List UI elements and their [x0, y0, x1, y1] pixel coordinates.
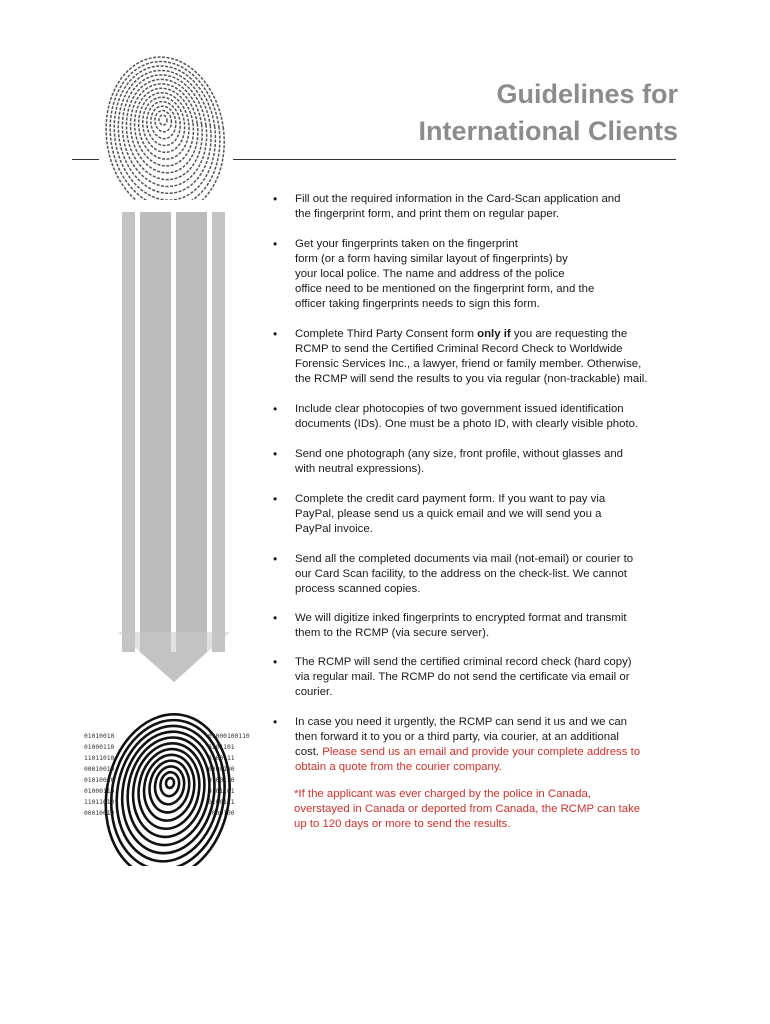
arrow-stripe-2 [140, 212, 171, 652]
binary-text-left: 00010010 [84, 766, 115, 773]
guideline-list [270, 192, 690, 775]
binary-text-left: 11011010 [84, 755, 115, 762]
title-line-2: International Clients [418, 116, 678, 146]
arrow-head [118, 632, 230, 682]
arrow-stripe-3 [176, 212, 207, 652]
binary-text-left: 11011010 [84, 799, 115, 806]
binary-text-right: 0000100 [208, 766, 235, 773]
list-item: • Include clear photocopies of two government issued identification documents (IDs). One must be a photo ID, with clearly visible photo. [270, 402, 690, 432]
binary-text-right: 1000100 [208, 810, 235, 817]
red-footnote: *If the applicant was ever charged by the police in Canada, overstayed in Canada or deported from Canada, the RCMP can take up to 120 days or more to send the results. [294, 788, 641, 830]
binary-text-left: 00010010 [84, 810, 115, 817]
list-item: • Send all the completed documents via mail (not-email) or courier to our Card Scan facility, to the address on the check-list. We cannot process scanned copies. [270, 552, 690, 597]
binary-text-left: 01010010 [84, 733, 115, 740]
down-arrow-graphic [118, 212, 230, 682]
title-line-1: Guidelines for [496, 79, 678, 109]
binary-text-right: 0100111 [208, 755, 235, 762]
list-item: • Get your fingerprints taken on the fingerprint form (or a form having similar layout of fingerprints) by your local police. The name and address of the police office need to be mentioned on the fingerprint form, and the officer taking fingerprints needs to sign this form. [270, 237, 690, 312]
fingerprint-top-image [100, 30, 230, 200]
binary-text-right: 0101101 [208, 744, 235, 751]
binary-text-right: 0100111 [208, 799, 235, 806]
title-rule-left [72, 159, 99, 160]
list-item: • In case you need it urgently, the RCMP can send it us and we can then forward it to you or a third party, via courier, at an additional cost. Please send us an email and provide your complete address to obtain a quote from the courier company. [270, 715, 690, 775]
fingerprint-binary-image [82, 698, 252, 866]
title-rule-right [233, 159, 676, 160]
binary-text-right: 01000100110 [208, 733, 250, 740]
list-item: • Send one photograph (any size, front profile, without glasses and with neutral expressions). [270, 447, 690, 477]
binary-text-right: 0100110 [208, 777, 235, 784]
list-item: • Fill out the required information in the Card-Scan application and the fingerprint form, and print them on regular paper. [270, 192, 690, 222]
binary-text-left: 01000110 [84, 788, 115, 795]
binary-text-left: 01000110 [84, 744, 115, 751]
binary-text-left: 01010010 [84, 777, 115, 784]
list-item: • Complete the credit card payment form. If you want to pay via PayPal, please send us a quick email and we will send you a PayPal invoice. [270, 492, 690, 537]
list-item: • The RCMP will send the certified criminal record check (hard copy) via regular mail. The RCMP do not send the certificate via email or courier. [270, 655, 690, 700]
page-title [418, 76, 678, 150]
binary-text-right: 0101101 [208, 788, 235, 795]
list-item: • We will digitize inked fingerprints to encrypted format and transmit them to the RCMP (via secure server). [270, 611, 690, 641]
list-item: • Complete Third Party Consent form only if you are requesting the RCMP to send the Certified Criminal Record Check to Worldwide Forensic Services Inc., a lawyer, friend or family member. Otherwise, the RCMP will send the results to you via regular (non-trackable) mail. [270, 327, 690, 387]
arrow-stripe-1 [122, 212, 135, 652]
arrow-stripe-4 [212, 212, 225, 652]
